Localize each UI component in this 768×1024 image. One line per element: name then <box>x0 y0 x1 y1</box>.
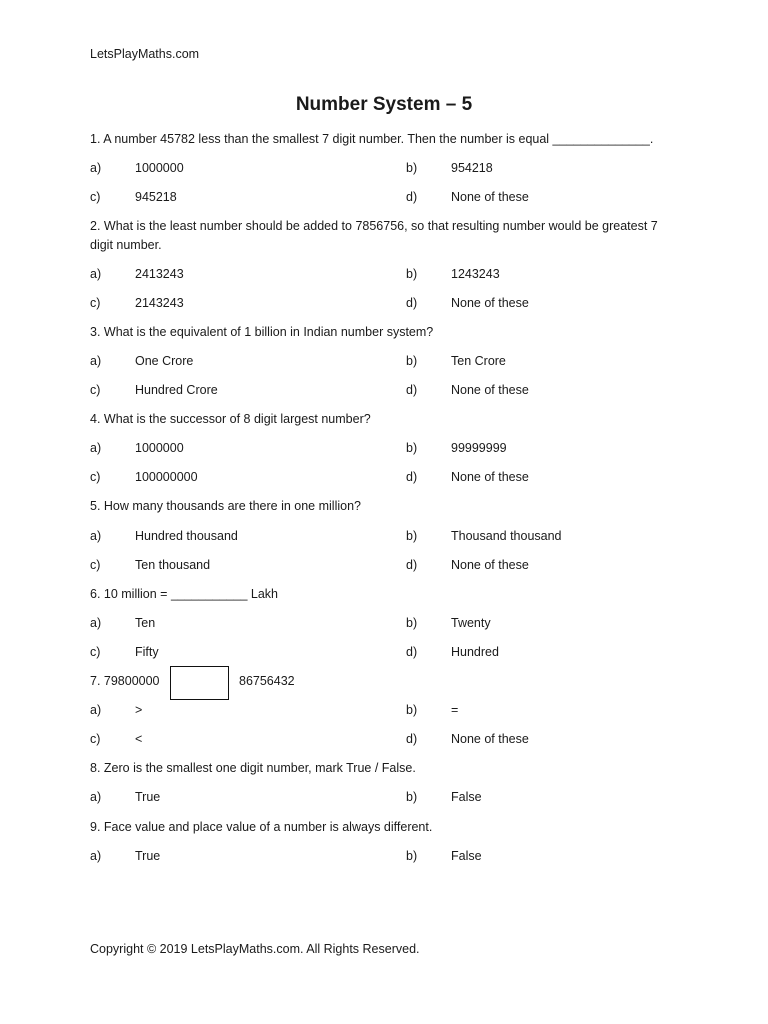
question-7-option-letter: c) <box>90 732 101 746</box>
question-5-option-letter: c) <box>90 558 101 572</box>
copyright-footer: Copyright © 2019 LetsPlayMaths.com. All Rights Reserved. <box>90 942 420 956</box>
question-7-option-letter: d) <box>406 732 418 746</box>
question-2-option-letter: c) <box>90 296 101 310</box>
question-2-option-letter: b) <box>406 267 418 281</box>
question-7-option-letter: a) <box>90 703 102 717</box>
question-2-option-text[interactable]: 2413243 <box>135 267 184 281</box>
question-4-option-text[interactable]: 99999999 <box>451 441 507 455</box>
site-name: LetsPlayMaths.com <box>90 47 200 61</box>
question-7-right-number: 86756432 <box>239 674 295 688</box>
question-3-option-letter: d) <box>406 383 418 397</box>
question-5-option-text[interactable]: Thousand thousand <box>451 529 562 543</box>
question-3-option-letter: b) <box>406 354 418 368</box>
question-8-option-text[interactable]: False <box>451 790 482 804</box>
question-7-option-text[interactable]: < <box>135 732 143 746</box>
question-8-option-letter: b) <box>406 790 418 804</box>
question-9-option-letter: a) <box>90 849 102 863</box>
question-7-option-letter: b) <box>406 703 418 717</box>
question-1-option-letter: a) <box>90 161 102 175</box>
question-4-option-letter: d) <box>406 470 418 484</box>
question-4-option-text[interactable]: 100000000 <box>135 470 198 484</box>
question-6-option-letter: d) <box>406 645 418 659</box>
question-8-text: 8. Zero is the smallest one digit number, mark True / False. <box>90 761 416 775</box>
question-5-option-text[interactable]: Hundred thousand <box>135 529 238 543</box>
question-5-option-text[interactable]: None of these <box>451 558 529 572</box>
question-1-option-text[interactable]: 1000000 <box>135 161 184 175</box>
question-2-option-letter: a) <box>90 267 102 281</box>
question-1-option-letter: b) <box>406 161 418 175</box>
question-2-option-text[interactable]: 1243243 <box>451 267 500 281</box>
question-4-option-letter: a) <box>90 441 102 455</box>
question-6-option-letter: b) <box>406 616 418 630</box>
question-2-option-text[interactable]: 2143243 <box>135 296 184 310</box>
question-2-option-text[interactable]: None of these <box>451 296 529 310</box>
question-4-option-text[interactable]: 1000000 <box>135 441 184 455</box>
question-6-option-letter: a) <box>90 616 102 630</box>
question-8-option-letter: a) <box>90 790 102 804</box>
question-9-option-text[interactable]: True <box>135 849 161 863</box>
question-3-option-text[interactable]: None of these <box>451 383 529 397</box>
question-6-option-letter: c) <box>90 645 101 659</box>
question-3-option-text[interactable]: One Crore <box>135 354 194 368</box>
question-1-option-text[interactable]: 945218 <box>135 190 177 204</box>
question-3-option-letter: a) <box>90 354 102 368</box>
question-4-text: 4. What is the successor of 8 digit largest number? <box>90 412 371 426</box>
question-5-option-text[interactable]: Ten thousand <box>135 558 211 572</box>
question-1-option-text[interactable]: None of these <box>451 190 529 204</box>
question-9-option-text[interactable]: False <box>451 849 482 863</box>
question-8-option-text[interactable]: True <box>135 790 161 804</box>
question-5-text: 5. How many thousands are there in one million? <box>90 499 361 513</box>
question-2-text: 2. What is the least number should be added to 7856756, so that resulting number would be greatest 7 digit number. <box>90 219 658 252</box>
question-3-option-text[interactable]: Ten Crore <box>451 354 506 368</box>
question-3-option-letter: c) <box>90 383 101 397</box>
question-3-option-text[interactable]: Hundred Crore <box>135 383 218 397</box>
question-6-option-text[interactable]: Ten <box>135 616 156 630</box>
question-7-text: 7. 79800000 <box>90 674 160 688</box>
question-9-text: 9. Face value and place value of a number is always different. <box>90 820 433 834</box>
question-7-option-text[interactable]: = <box>451 703 459 717</box>
question-2-option-letter: d) <box>406 296 418 310</box>
question-1-text: 1. A number 45782 less than the smallest 7 digit number. Then the number is equal ______________. <box>90 132 654 146</box>
question-6-option-text[interactable]: Hundred <box>451 645 499 659</box>
question-3-text: 3. What is the equivalent of 1 billion in Indian number system? <box>90 325 434 339</box>
question-5-option-letter: d) <box>406 558 418 572</box>
question-6-option-text[interactable]: Fifty <box>135 645 159 659</box>
question-1-option-letter: c) <box>90 190 101 204</box>
question-6-text: 6. 10 million = ___________ Lakh <box>90 587 278 601</box>
question-1-option-text[interactable]: 954218 <box>451 161 493 175</box>
question-5-option-letter: a) <box>90 529 102 543</box>
question-6-option-text[interactable]: Twenty <box>451 616 491 630</box>
page-title: Number System – 5 <box>295 94 473 115</box>
question-7-option-text[interactable]: > <box>135 703 143 717</box>
question-4-option-text[interactable]: None of these <box>451 470 529 484</box>
question-9-option-letter: b) <box>406 849 418 863</box>
question-4-option-letter: b) <box>406 441 418 455</box>
question-5-option-letter: b) <box>406 529 418 543</box>
comparison-answer-box[interactable] <box>170 666 229 700</box>
question-1-option-letter: d) <box>406 190 418 204</box>
question-7-option-text[interactable]: None of these <box>451 732 529 746</box>
question-4-option-letter: c) <box>90 470 101 484</box>
